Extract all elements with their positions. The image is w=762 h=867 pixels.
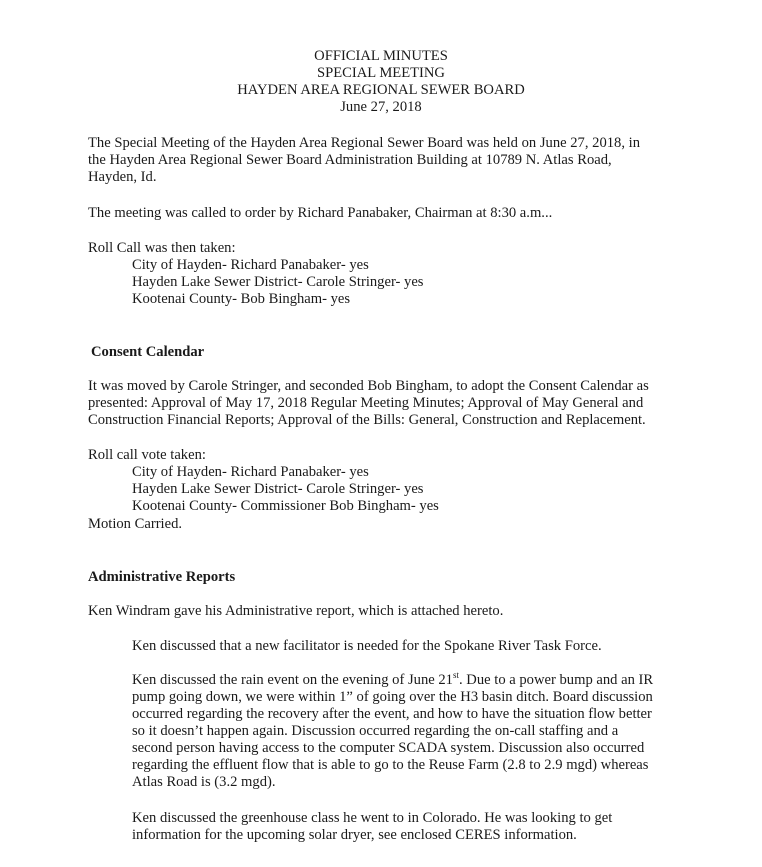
intro-line-1: The Special Meeting of the Hayden Area Regional Sewer Board was held on June 27, 2018, in [88,135,640,151]
consent-line-3: Construction Financial Reports; Approval of the Bills: General, Construction and Replacement. [88,412,646,428]
consent-line-2: presented: Approval of May 17, 2018 Regular Meeting Minutes; Approval of May General and [88,395,644,411]
rain-event-line: Atlas Road is (3.2 mgd). [132,774,276,790]
rain-event-line-1 [132,672,653,690]
title-special-meeting: SPECIAL MEETING [317,65,445,81]
roll-call-vote-heading: Roll call vote taken: [88,447,206,463]
intro-line-2: the Hayden Area Regional Sewer Board Administration Building at 10789 N. Atlas Road, [88,152,612,168]
rain-event-line: regarding the effluent flow that is able to go to the Reuse Farm (2.8 to 2.9 mgd) whereas [132,757,649,773]
admin-report-intro: Ken Windram gave his Administrative report, which is attached hereto. [88,603,504,619]
rain-event-line: occurred regarding the recovery after the event, and how to have the situation flow better [132,706,652,722]
rain-event-line: second person having access to the computer SCADA system. Discussion also occurred [132,740,645,756]
consent-line-1: It was moved by Carole Stringer, and seconded Bob Bingham, to adopt the Consent Calendar as [88,378,649,394]
rain-event-text: Ken discussed the rain event on the evening of June 21 [132,672,453,688]
title-board-name: HAYDEN AREA REGIONAL SEWER BOARD [237,82,525,98]
ordinal-suffix: st [452,670,459,681]
rain-event-line: so it doesn’t happen again. Discussion occurred regarding the on-call staffing and a [132,723,619,739]
roll-call-item: City of Hayden- Richard Panabaker- yes [132,257,369,273]
roll-call-item: Kootenai County- Bob Bingham- yes [132,291,351,307]
intro-line-3: Hayden, Id. [88,169,157,185]
vote-item: Kootenai County- Commissioner Bob Bingham- yes [132,498,439,514]
rain-event-text: . Due to a power bump and an IR [459,672,654,688]
rain-event-line: pump going down, we were within 1” of going over the H3 basin ditch. Board discussion [132,689,653,705]
vote-item: Hayden Lake Sewer District- Carole Stringer- yes [132,481,424,497]
call-to-order: The meeting was called to order by Richard Panabaker, Chairman at 8:30 a.m... [88,205,553,221]
consent-calendar-heading: Consent Calendar [91,344,205,360]
meeting-date: June 27, 2018 [340,99,422,115]
greenhouse-line-1: Ken discussed the greenhouse class he went to in Colorado. He was looking to get [132,810,613,826]
facilitator-paragraph: Ken discussed that a new facilitator is needed for the Spokane River Task Force. [132,638,602,654]
roll-call-heading: Roll Call was then taken: [88,240,236,256]
title-official-minutes: OFFICIAL MINUTES [314,48,448,64]
vote-item: City of Hayden- Richard Panabaker- yes [132,464,369,480]
administrative-reports-heading: Administrative Reports [88,569,236,585]
greenhouse-line-2: information for the upcoming solar dryer, see enclosed CERES information. [132,827,577,843]
motion-carried: Motion Carried. [88,516,183,532]
roll-call-item: Hayden Lake Sewer District- Carole Stringer- yes [132,274,424,290]
